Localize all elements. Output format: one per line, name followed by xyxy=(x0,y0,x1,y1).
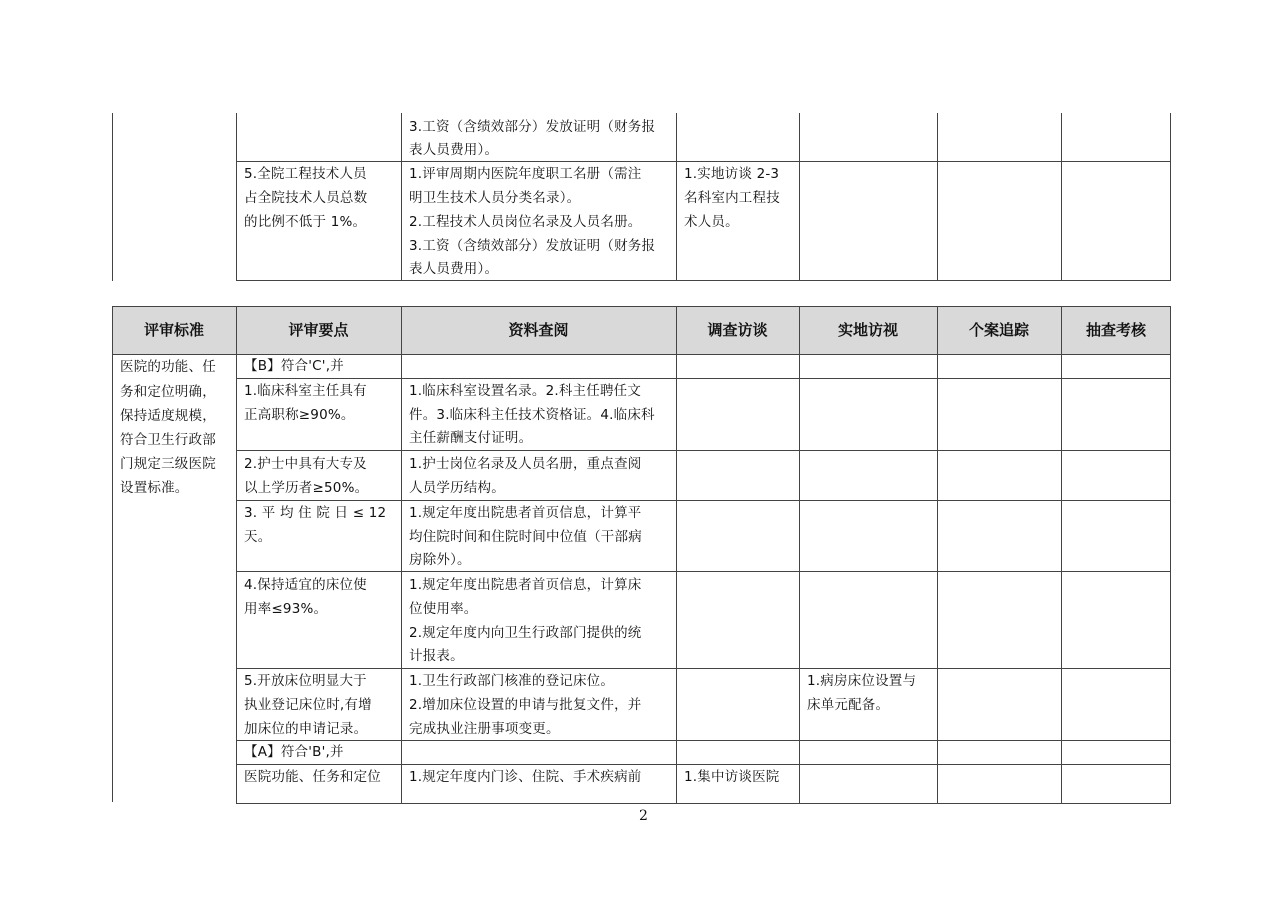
header-standard: 评审标准 xyxy=(143,321,204,339)
header-case-tracking: 个案追踪 xyxy=(968,321,1029,339)
main-table-col-divider xyxy=(1061,306,1062,804)
top-table-right-border xyxy=(1170,113,1171,281)
top-table-col-divider xyxy=(937,113,938,281)
main-table-col-divider xyxy=(937,306,938,804)
top-table-bottom-line xyxy=(236,280,1171,281)
table-row-line xyxy=(236,764,1171,765)
table-row-line xyxy=(236,500,1171,501)
main-table-col-divider xyxy=(676,306,677,804)
header-site-visit: 实地访视 xyxy=(837,321,898,339)
main-table-col-divider xyxy=(401,306,402,804)
row-b-label: 【B】符合'C',并 xyxy=(244,358,344,374)
main-table-col-divider xyxy=(236,306,237,804)
row-a-label: 【A】符合'B',并 xyxy=(244,744,344,760)
header-materials: 资料查阅 xyxy=(508,321,569,339)
main-table-left-border xyxy=(112,306,113,802)
top-table-col-divider xyxy=(676,113,677,281)
top-table-col-divider xyxy=(236,113,237,281)
top-table-row-line xyxy=(236,161,1171,162)
top-table-col-divider xyxy=(401,113,402,281)
main-table-top-border xyxy=(112,306,1171,307)
page-number: 2 xyxy=(639,808,648,824)
main-table-col-divider xyxy=(799,306,800,804)
header-spot-check: 抽查考核 xyxy=(1085,321,1146,339)
top-table-left-border xyxy=(112,113,113,281)
top-table-col-divider xyxy=(1061,113,1062,281)
table-row-line xyxy=(236,450,1171,451)
main-table-right-border xyxy=(1170,306,1171,804)
table-row-line xyxy=(236,378,1171,379)
table-row-line xyxy=(236,571,1171,572)
table-row-line xyxy=(236,668,1171,669)
table-row-line xyxy=(236,740,1171,741)
header-point: 评审要点 xyxy=(288,321,349,339)
top-table-col-divider xyxy=(799,113,800,281)
main-table-bottom-line xyxy=(236,803,1171,804)
header-interview: 调查访谈 xyxy=(707,321,768,339)
